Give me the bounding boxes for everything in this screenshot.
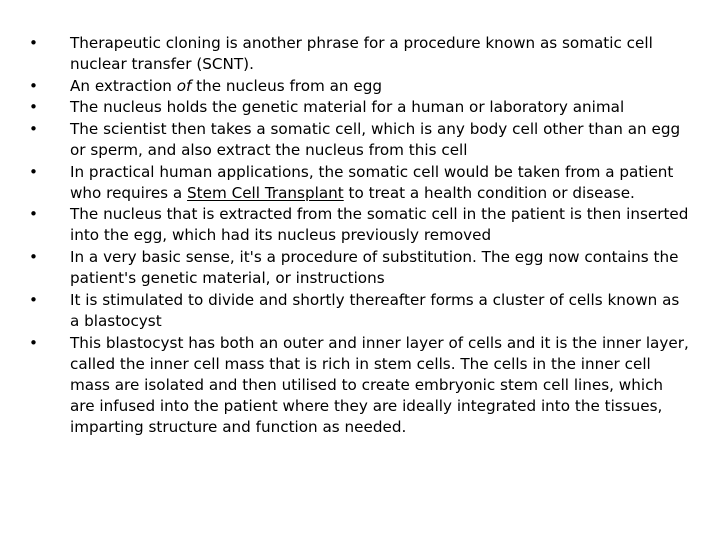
bullet-dot-icon: • <box>29 76 38 95</box>
bullet-text <box>70 98 624 116</box>
text-segment: It is stimulated to divide and shortly thereafter forms a cluster of cells known as a blastocyst <box>70 290 680 330</box>
emphasis-text: of <box>176 76 192 95</box>
bullet-item <box>29 247 689 289</box>
bullet-text <box>70 205 688 244</box>
bullet-dot-icon: • <box>29 333 38 352</box>
bullet-text <box>70 334 689 436</box>
text-segment: The scientist then takes a somatic cell, which is any body cell other than an egg or sperm, and also extract the nucleus from this cell <box>70 120 681 160</box>
bullet-dot-icon: • <box>29 205 38 224</box>
text-segment: In a very basic sense, it's a procedure of substitution. The egg now contains the patient's genetic material, or instructions <box>70 248 679 288</box>
text-segment: to treat a health condition or disease. <box>343 183 635 202</box>
bullet-list <box>29 33 689 438</box>
bullet-item <box>29 333 689 438</box>
bullet-item <box>29 162 689 204</box>
bullet-dot-icon: • <box>29 162 38 181</box>
bullet-text <box>70 34 653 73</box>
text-segment: In practical human applications, the somatic cell would be taken from a patient who requires a <box>70 162 674 202</box>
text-segment: the nucleus from an egg <box>191 76 382 95</box>
bullet-item <box>29 119 689 161</box>
bullet-text <box>70 248 678 287</box>
bullet-text <box>70 77 382 95</box>
text-segment: The nucleus that is extracted from the somatic cell in the patient is then inserted into the egg, which had its nucleus previously removed <box>70 205 689 245</box>
text-segment: An extraction <box>70 76 177 95</box>
bullet-text <box>70 120 680 159</box>
stem-cell-transplant-link[interactable]: Stem Cell Transplant <box>187 183 344 202</box>
text-segment: The nucleus holds the genetic material for a human or laboratory animal <box>70 98 625 117</box>
bullet-item <box>29 290 689 332</box>
bullet-item <box>29 33 689 75</box>
bullet-item <box>29 204 689 246</box>
bullet-text <box>70 291 679 330</box>
bullet-text <box>70 163 673 202</box>
text-segment: This blastocyst has both an outer and inner layer of cells and it is the inner layer, called the inner cell mass that is rich in stem cells. The cells in the inner cell mass are isolated and then utilised to create embryonic stem cell lines, which are infused into the patient where they are ideally integrated into the tissues, imparting structure and function as needed. <box>70 333 689 436</box>
bullet-dot-icon: • <box>29 290 38 309</box>
bullet-dot-icon: • <box>29 34 38 52</box>
bullet-item <box>29 76 689 97</box>
bullet-dot-icon: • <box>29 120 38 139</box>
bullet-dot-icon: • <box>29 248 38 267</box>
bullet-dot-icon: • <box>29 98 38 117</box>
text-segment: Therapeutic cloning is another phrase for a procedure known as somatic cell nuclear transfer (SCNT). <box>70 34 653 73</box>
bullet-item <box>29 97 689 118</box>
